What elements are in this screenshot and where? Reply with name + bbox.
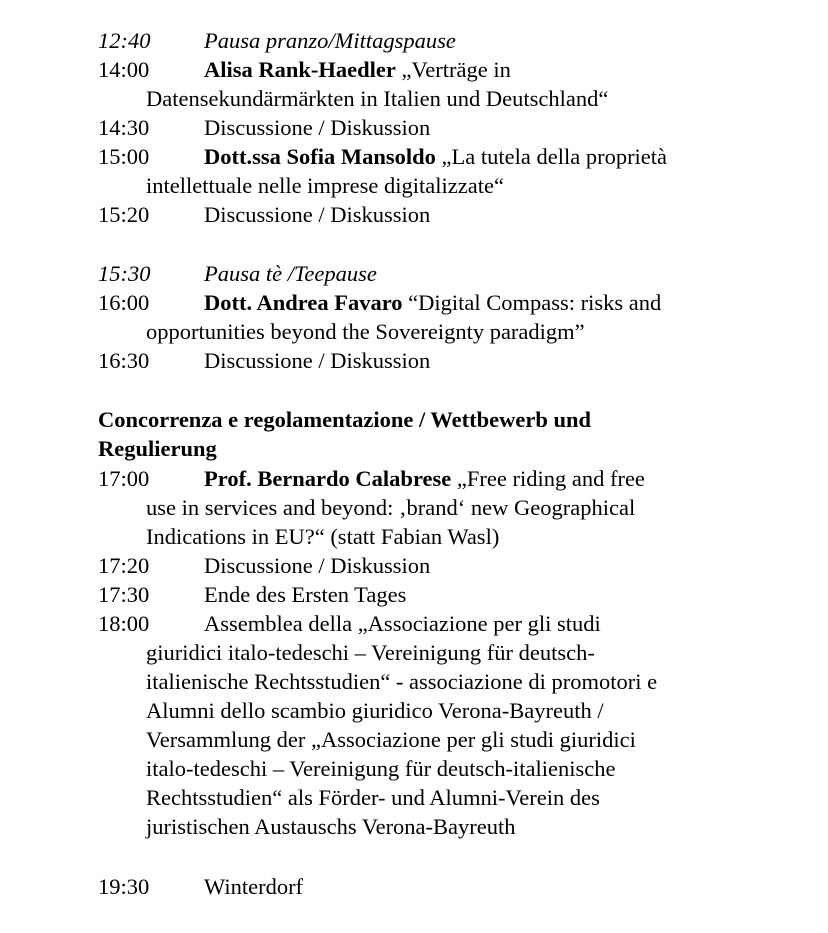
program-entry-1530 bbox=[98, 259, 377, 288]
section-heading-continuation: Regulierung bbox=[98, 436, 217, 461]
entry-title: “Digital Compass: risks and bbox=[408, 290, 662, 315]
entry-time: 17:20 bbox=[98, 553, 150, 578]
program-entry-1630 bbox=[98, 346, 430, 375]
entry-title: „Free riding and free bbox=[456, 466, 645, 491]
entry-time: 17:30 bbox=[98, 582, 150, 607]
entry-speaker: Dott.ssa Sofia Mansoldo bbox=[204, 144, 436, 169]
program-entry-1730 bbox=[98, 580, 406, 609]
entry-title: „Verträge in bbox=[401, 57, 511, 82]
entry-text-continuation: italo-tedeschi – Vereinigung für deutsch-italienische bbox=[146, 756, 616, 781]
program-entry-1240 bbox=[98, 26, 456, 55]
entry-time: 14:00 bbox=[98, 57, 150, 82]
entry-title-continuation: intellettuale nelle imprese digitalizzate“ bbox=[146, 173, 504, 198]
program-entry-1500 bbox=[98, 142, 667, 171]
program-entry-1800 bbox=[98, 609, 601, 638]
entry-time: 15:30 bbox=[98, 261, 151, 286]
entry-time: 12:40 bbox=[98, 28, 151, 53]
entry-text: Winterdorf bbox=[204, 874, 304, 899]
entry-time: 14:30 bbox=[98, 115, 150, 140]
entry-time: 18:00 bbox=[98, 611, 150, 636]
entry-title-continuation: use in services and beyond: ‚brand‘ new Geographical bbox=[146, 495, 636, 520]
entry-title-continuation: Indications in EU?“ (statt Fabian Wasl) bbox=[146, 524, 500, 549]
entry-speaker: Dott. Andrea Favaro bbox=[204, 290, 403, 315]
entry-text: Assemblea della „Associazione per gli studi bbox=[204, 611, 601, 636]
entry-time: 15:00 bbox=[98, 144, 150, 169]
entry-text-continuation: Alumni dello scambio giuridico Verona-Bayreuth / bbox=[146, 698, 604, 723]
entry-text: Discussione / Diskussion bbox=[204, 348, 431, 373]
entry-text: Discussione / Diskussion bbox=[204, 115, 431, 140]
program-entry-1600 bbox=[98, 288, 661, 317]
entry-title-continuation: Datensekundärmärkten in Italien und Deutschland“ bbox=[146, 86, 609, 111]
entry-text-continuation: juristischen Austauschs Verona-Bayreuth bbox=[146, 814, 516, 839]
entry-text-continuation: italienische Rechtsstudien“ - associazione di promotori e bbox=[146, 669, 658, 694]
program-entry-1700 bbox=[98, 464, 645, 493]
section-heading: Concorrenza e regolamentazione / Wettbewerb und bbox=[98, 407, 592, 432]
entry-speaker: Alisa Rank-Haedler bbox=[204, 57, 396, 82]
entry-time: 16:00 bbox=[98, 290, 150, 315]
entry-time: 15:20 bbox=[98, 202, 150, 227]
entry-time: 19:30 bbox=[98, 874, 150, 899]
program-entry-1520 bbox=[98, 200, 430, 229]
entry-text: Discussione / Diskussion bbox=[204, 553, 431, 578]
entry-text-continuation: Rechtsstudien“ als Förder- und Alumni-Verein des bbox=[146, 785, 600, 810]
entry-text: Pausa tè /Teepause bbox=[204, 261, 377, 286]
entry-text-continuation: giuridici italo-tedeschi – Vereinigung für deutsch- bbox=[146, 640, 595, 665]
program-entry-1430 bbox=[98, 113, 430, 142]
entry-text: Pausa pranzo/Mittagspause bbox=[204, 28, 456, 53]
program-entry-1930 bbox=[98, 872, 303, 901]
entry-text-continuation: Versammlung der „Associazione per gli studi giuridici bbox=[146, 727, 636, 752]
program-entry-1720 bbox=[98, 551, 430, 580]
entry-time: 17:00 bbox=[98, 466, 150, 491]
program-entry-1400 bbox=[98, 55, 511, 84]
entry-title: „La tutela della proprietà bbox=[441, 144, 668, 169]
entry-speaker: Prof. Bernardo Calabrese bbox=[204, 466, 452, 491]
entry-text: Discussione / Diskussion bbox=[204, 202, 431, 227]
entry-time: 16:30 bbox=[98, 348, 150, 373]
entry-text: Ende des Ersten Tages bbox=[204, 582, 407, 607]
entry-title-continuation: opportunities beyond the Sovereignty paradigm” bbox=[146, 319, 585, 344]
